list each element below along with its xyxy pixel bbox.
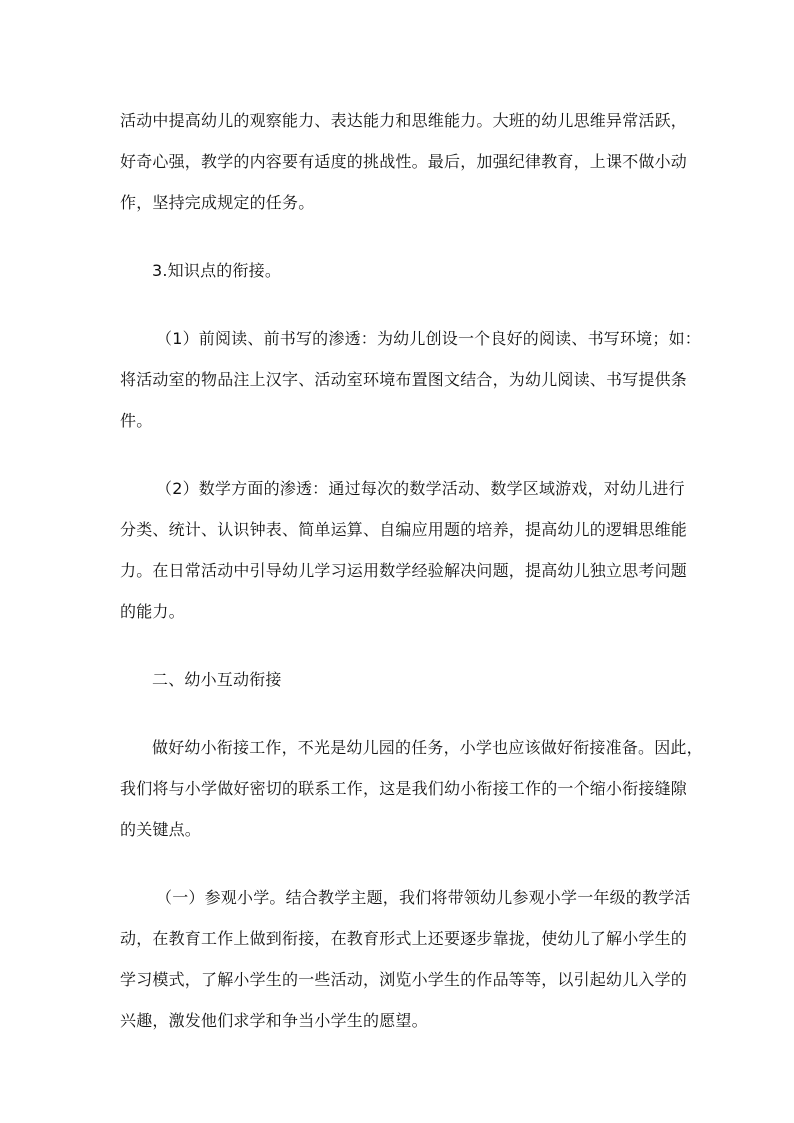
text-line: 的关键点。 [120, 820, 202, 839]
text-line: 分类、统计、认识钟表、简单运算、自编应用题的培养，提高幼儿的逻辑思维能 [120, 520, 688, 539]
heading-interaction [120, 659, 680, 700]
paragraph-primary-school-prep [120, 727, 703, 850]
text-line: 二、幼小互动衔接 [152, 670, 282, 689]
paragraph-observation-skills [120, 100, 688, 223]
document-page [120, 100, 703, 1041]
text-line: 力。在日常活动中引导幼儿学习运用数学经验解决问题，提高幼儿独立思考问题 [120, 561, 688, 580]
paragraph-reading-writing [120, 318, 701, 441]
text-line: 好奇心强，教学的内容要有适度的挑战性。最后，加强纪律教育，上课不做小动 [120, 152, 688, 171]
text-line: 动，在教育工作上做到衔接，在教育形式上还要逐步靠拢，使幼儿了解小学生的 [120, 929, 688, 948]
text-line: （1）前阅读、前书写的渗透：为幼儿创设一个良好的阅读、书写环境；如： [156, 329, 701, 348]
text-line: （一）参观小学。结合教学主题，我们将带领幼儿参观小学一年级的教学活 [156, 888, 691, 907]
text-line: 件。 [120, 411, 153, 430]
paragraph-math [120, 468, 688, 632]
paragraph-school-visit [120, 877, 691, 1041]
text-line: （2）数学方面的渗透：通过每次的数学活动、数学区域游戏，对幼儿进行 [156, 479, 685, 498]
text-line: 作，坚持完成规定的任务。 [120, 193, 315, 212]
text-line: 的能力。 [120, 602, 185, 621]
text-line: 我们将与小学做好密切的联系工作，这是我们幼小衔接工作的一个缩小衔接缝隙 [120, 779, 688, 798]
text-line: 3.知识点的衔接。 [152, 261, 282, 280]
text-line: 学习模式，了解小学生的一些活动，浏览小学生的作品等等，以引起幼儿入学的 [120, 970, 688, 989]
text-line: 活动中提高幼儿的观察能力、表达能力和思维能力。大班的幼儿思维异常活跃， [120, 111, 688, 130]
text-line: 兴趣，激发他们求学和争当小学生的愿望。 [120, 1011, 428, 1030]
text-line: 做好幼小衔接工作，不光是幼儿园的任务，小学也应该做好衔接准备。因此， [152, 738, 703, 757]
text-line: 将活动室的物品注上汉字、活动室环境布置图文结合，为幼儿阅读、书写提供条 [120, 370, 688, 389]
heading-knowledge-connection [120, 250, 680, 291]
